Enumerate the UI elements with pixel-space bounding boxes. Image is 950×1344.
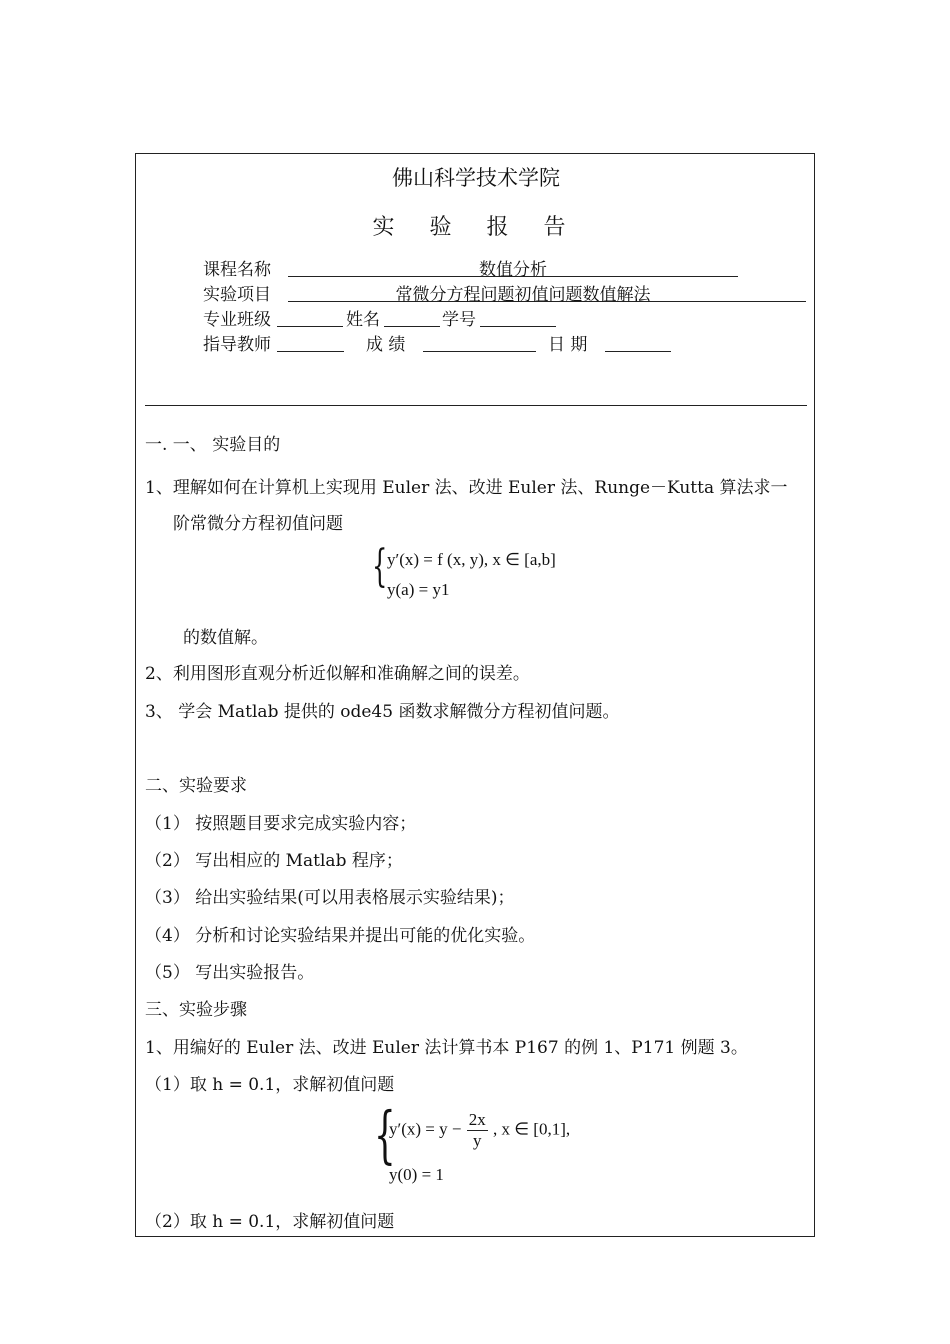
course-label: 课程名称 — [203, 260, 271, 280]
section1-item1-tail: 的数值解。 — [183, 628, 268, 648]
section1-heading: 一. 一、 实验目的 — [145, 435, 281, 455]
section2-item-5: （5） 写出实验报告。 — [145, 963, 315, 983]
project-label: 实验项目 — [203, 285, 271, 305]
name-underline — [384, 326, 440, 327]
student-id-label: 学号 — [442, 310, 476, 330]
report-frame — [135, 153, 815, 1237]
equation2-lhs: y′(x) = y − — [389, 1119, 462, 1139]
name-label: 姓名 — [346, 310, 380, 330]
section1-item1-line2: 阶常微分方程初值问题 — [173, 514, 343, 534]
section3-step1: 1、用编好的 Euler 法、改进 Euler 法计算书本 P167 的例 1、P171 例题 3。 — [145, 1038, 748, 1058]
section-divider — [145, 405, 807, 406]
teacher-label: 指导教师 — [203, 335, 271, 355]
major-underline — [277, 326, 343, 327]
equation2-fraction — [467, 1110, 488, 1151]
section2-heading: 二、实验要求 — [145, 776, 247, 796]
equation1-line2: y(a) = y1 — [387, 580, 450, 599]
teacher-underline — [277, 351, 344, 352]
equation1-brace: { — [372, 541, 388, 592]
equation2-line2: y(0) = 1 — [389, 1165, 444, 1184]
equation2-numerator: 2x — [468, 1110, 486, 1129]
equation2-denominator: y — [472, 1131, 482, 1150]
course-value: 数值分析 — [479, 260, 547, 280]
section1-item1-line1: 1、理解如何在计算机上实现用 Euler 法、改进 Euler 法、Runge－Kutta 算法求一 — [145, 478, 788, 498]
equation2-rhs: , x ∈ [0,1], — [492, 1119, 571, 1139]
major-label: 专业班级 — [203, 310, 271, 330]
equation2-brace: { — [374, 1098, 396, 1171]
section3-sub2: （2）取 h = 0.1，求解初值问题 — [145, 1212, 395, 1232]
equation2-line1 — [389, 1110, 570, 1151]
student-id-underline — [480, 326, 556, 327]
equation1-line1: y′(x) = f (x, y), x ∈ [a,b] — [387, 550, 556, 569]
institution-name: 佛山科学技术学院 — [392, 166, 560, 190]
score-label: 成 绩 — [366, 335, 406, 355]
date-label: 日 期 — [548, 335, 588, 355]
section3-heading: 三、实验步骤 — [145, 1000, 247, 1020]
section1-item3: 3、 学会 Matlab 提供的 ode45 函数求解微分方程初值问题。 — [145, 702, 620, 722]
date-underline — [605, 351, 671, 352]
report-title: 实 验 报 告 — [372, 215, 580, 240]
section3-sub1: （1）取 h = 0.1，求解初值问题 — [145, 1075, 395, 1095]
section2-item-3: （3） 给出实验结果(可以用表格展示实验结果)； — [145, 888, 515, 908]
section1-item2: 2、利用图形直观分析近似解和准确解之间的误差。 — [145, 664, 530, 684]
section2-item-2: （2） 写出相应的 Matlab 程序； — [145, 851, 403, 871]
score-underline — [423, 351, 536, 352]
section2-item-4: （4） 分析和讨论实验结果并提出可能的优化实验。 — [145, 926, 536, 946]
section2-item-1: （1） 按照题目要求完成实验内容； — [145, 814, 417, 834]
project-value: 常微分方程问题初值问题数值解法 — [395, 285, 651, 305]
